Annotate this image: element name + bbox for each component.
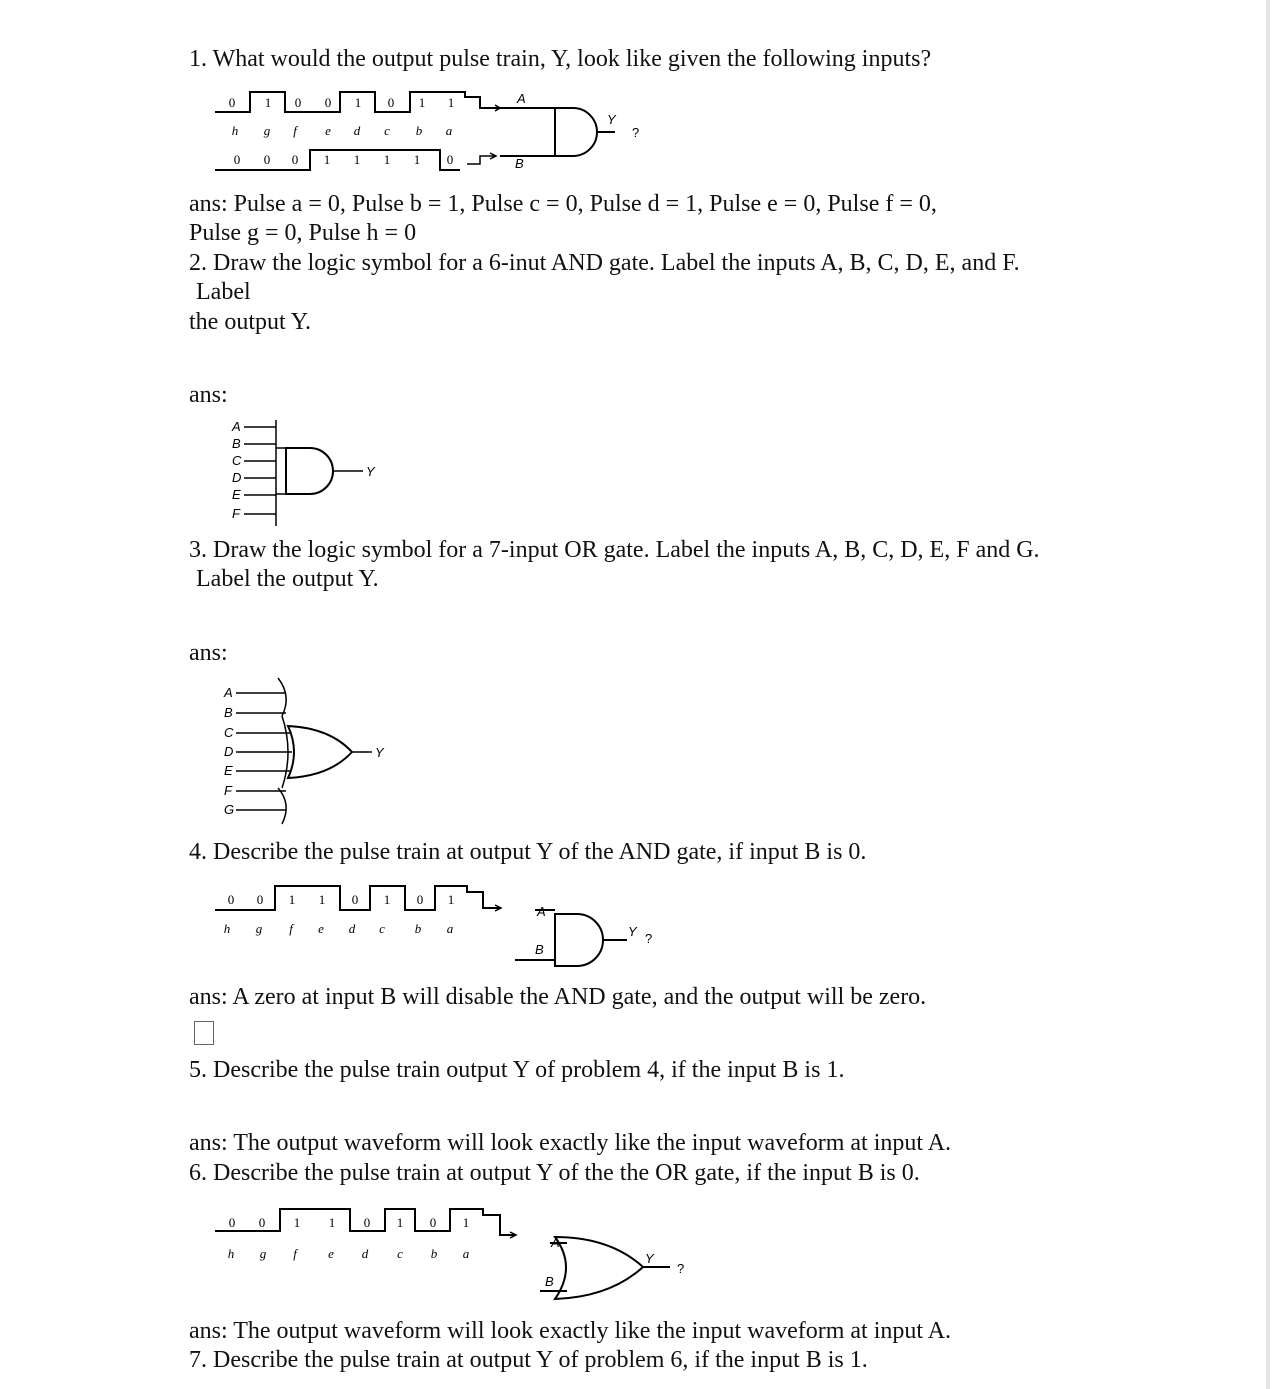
svg-text:d: d: [353, 123, 361, 138]
q2-question-line3: the output Y.: [189, 309, 312, 335]
svg-text:e: e: [328, 1246, 334, 1261]
svg-text:0: 0: [291, 152, 299, 167]
q3-input-label: D: [224, 744, 234, 759]
q5-question: 5. Describe the pulse train output Y of problem 4, if the input B is 1.: [189, 1057, 845, 1083]
svg-text:d: d: [361, 1246, 369, 1261]
q3-or-gate-diagram: [220, 676, 400, 831]
q1-and-gate: [500, 108, 615, 156]
q2-question-line2: Label: [196, 279, 251, 305]
svg-text:1: 1: [353, 152, 361, 167]
q4-answer: ans: A zero at input B will disable the AND gate, and the output will be zero.: [189, 984, 927, 1010]
svg-text:1: 1: [383, 152, 391, 167]
svg-text:0: 0: [256, 892, 264, 907]
q1-answer-line2: Pulse g = 0, Pulse h = 0: [189, 220, 417, 246]
q6-answer: ans: The output waveform will look exactly like the input waveform at input A.: [189, 1318, 952, 1344]
svg-text:b: b: [415, 123, 423, 138]
q1-waveform-b-tail: [467, 156, 495, 164]
q3-input-label: A: [224, 685, 233, 700]
q4-input-b-label: B: [535, 942, 544, 957]
svg-text:a: a: [446, 921, 454, 936]
q6-diagram: [215, 1205, 685, 1305]
q5-answer: ans: The output waveform will look exactly like the input waveform at input A.: [189, 1130, 952, 1156]
q3-question-line1: 3. Draw the logic symbol for a 7-input OR gate. Label the inputs A, B, C, D, E, F and G.: [189, 537, 1040, 563]
q4-question: 4. Describe the pulse train at output Y of the AND gate, if input B is 0.: [189, 839, 867, 865]
q7-question: 7. Describe the pulse train at output Y of problem 6, if the input B is 1.: [189, 1347, 868, 1373]
q2-input-label: C: [232, 453, 242, 468]
svg-text:h: h: [231, 123, 239, 138]
q3-input-label: G: [224, 802, 235, 817]
svg-text:0: 0: [429, 1215, 437, 1230]
svg-text:0: 0: [258, 1215, 266, 1230]
svg-text:0: 0: [351, 892, 359, 907]
q1-bit: 1: [264, 95, 272, 110]
svg-text:1: 1: [318, 892, 326, 907]
q1-pulse-letters: [232, 123, 453, 138]
q6-question: 6. Describe the pulse train at output Y of the the OR gate, if the input B is 0.: [189, 1160, 920, 1186]
svg-text:0: 0: [446, 152, 454, 167]
svg-text:1: 1: [447, 892, 455, 907]
q1-input-a-label: A: [517, 91, 526, 106]
svg-text:1: 1: [383, 892, 391, 907]
q3-input-label: B: [224, 705, 233, 720]
q2-input-label: E: [232, 487, 241, 502]
q1-output-unknown: ?: [632, 125, 640, 140]
q1-output-label: Y: [607, 112, 616, 127]
q1-bit: 1: [354, 95, 362, 110]
svg-text:0: 0: [263, 152, 271, 167]
q1-answer-line1: ans: Pulse a = 0, Pulse b = 1, Pulse c = 0, Pulse d = 1, Pulse e = 0, Pulse f = 0,: [189, 191, 937, 217]
q4-and-gate: [515, 910, 627, 966]
svg-text:0: 0: [416, 892, 424, 907]
svg-text:0: 0: [228, 1215, 236, 1230]
q1-question: 1. What would the output pulse train, Y, look like given the following inputs?: [189, 46, 932, 72]
svg-text:h: h: [223, 921, 231, 936]
svg-text:1: 1: [462, 1215, 470, 1230]
q4-diagram: [215, 880, 665, 970]
q1-bit: 0: [387, 95, 395, 110]
q2-and-gate-diagram: [228, 418, 398, 528]
svg-text:a: a: [462, 1246, 470, 1261]
svg-text:0: 0: [227, 892, 235, 907]
q2-input-label: F: [232, 506, 240, 521]
q2-input-label: B: [232, 436, 241, 451]
svg-text:g: g: [263, 123, 271, 138]
svg-text:g: g: [255, 921, 263, 936]
checkbox-placeholder[interactable]: [194, 1021, 214, 1045]
q1-input-b-label: B: [515, 156, 524, 171]
svg-text:f: f: [293, 1246, 297, 1261]
svg-text:d: d: [348, 921, 356, 936]
q2-input-label: A: [232, 419, 241, 434]
svg-text:1: 1: [293, 1215, 301, 1230]
q1-bit: 0: [228, 95, 236, 110]
q2-output-label: Y: [366, 464, 375, 479]
q1-diagram: [215, 88, 655, 178]
svg-text:0: 0: [363, 1215, 371, 1230]
svg-text:1: 1: [413, 152, 421, 167]
q6-input-a-label: A: [551, 1235, 560, 1250]
q1-bit: 1: [447, 95, 455, 110]
svg-text:h: h: [227, 1246, 235, 1261]
q3-question-line2: Label the output Y.: [196, 566, 379, 592]
svg-text:1: 1: [323, 152, 331, 167]
svg-text:b: b: [414, 921, 422, 936]
q1-bits-b: [234, 152, 454, 167]
svg-text:c: c: [384, 123, 390, 138]
q4-pulse-letters: [224, 921, 454, 936]
svg-text:e: e: [318, 921, 324, 936]
svg-text:c: c: [379, 921, 385, 936]
svg-text:0: 0: [233, 152, 241, 167]
page-edge-shadow: [1266, 0, 1270, 1389]
q1-waveform-b: [215, 150, 460, 170]
q3-input-label: E: [224, 763, 233, 778]
svg-text:a: a: [445, 123, 453, 138]
q1-bits-a: [229, 95, 455, 110]
q4-input-a-label: A: [537, 904, 546, 919]
q1-bit: 1: [418, 95, 426, 110]
q3-input-label: F: [224, 783, 232, 798]
svg-text:1: 1: [288, 892, 296, 907]
q3-ans-label: ans:: [189, 640, 228, 666]
svg-text:1: 1: [328, 1215, 336, 1230]
svg-text:e: e: [325, 123, 331, 138]
q4-output-label: Y: [628, 924, 637, 939]
q6-input-b-label: B: [545, 1274, 554, 1289]
svg-text:g: g: [259, 1246, 267, 1261]
q2-ans-label: ans:: [189, 382, 228, 408]
svg-text:f: f: [289, 921, 293, 936]
svg-text:c: c: [397, 1246, 403, 1261]
q1-bit: 0: [294, 95, 302, 110]
q3-output-label: Y: [375, 745, 384, 760]
svg-text:1: 1: [396, 1215, 404, 1230]
q4-output-unknown: ?: [645, 931, 653, 946]
svg-text:b: b: [430, 1246, 438, 1261]
q6-pulse-letters: [228, 1246, 470, 1261]
q3-input-label: C: [224, 725, 234, 740]
q6-output-unknown: ?: [677, 1261, 685, 1276]
q1-bit: 0: [324, 95, 332, 110]
svg-text:f: f: [293, 123, 297, 138]
q2-input-label: D: [232, 470, 242, 485]
q6-output-label: Y: [645, 1251, 654, 1266]
q2-question-line1: 2. Draw the logic symbol for a 6-inut AND gate. Label the inputs A, B, C, D, E, and F.: [189, 250, 1020, 276]
